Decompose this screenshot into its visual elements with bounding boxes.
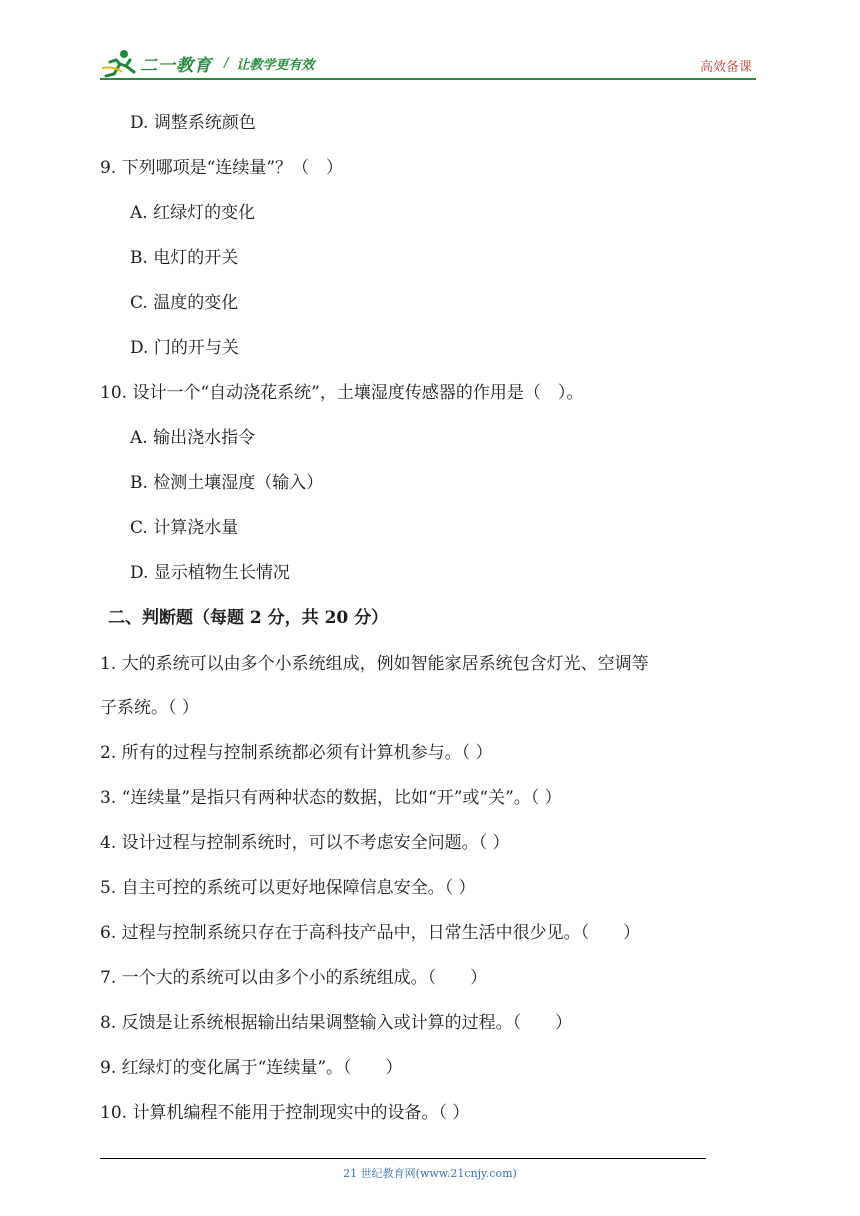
header-divider — [100, 78, 756, 80]
option-d-q9: D. 门的开与关 — [130, 338, 239, 358]
option-a-q9: A. 红绿灯的变化 — [130, 203, 256, 223]
brand-slogan: 让教学更有效 — [236, 57, 315, 73]
header-tag: 高效备课 — [699, 60, 752, 75]
option-c-q10: C. 计算浇水量 — [130, 518, 239, 538]
tf-question-6: 6. 过程与控制系统只存在于高科技产品中，日常生活中很少见。（ ） — [100, 923, 641, 943]
tf-question-1-cont: 子系统。（ ） — [100, 698, 199, 718]
footer-divider — [100, 1158, 706, 1159]
footer-text: 21 世纪教育网(www.21cnjy.com) — [343, 1167, 517, 1180]
question-9: 9. 下列哪项是“连续量”？（ ） — [100, 158, 344, 178]
runner-logo-icon — [100, 46, 140, 80]
tf-question-3: 3. “连续量”是指只有两种状态的数据，比如“开”或“关”。（ ） — [100, 788, 562, 808]
option-d-q10: D. 显示植物生长情况 — [130, 563, 290, 583]
tf-question-5: 5. 自主可控的系统可以更好地保障信息安全。（ ） — [100, 878, 476, 898]
tf-question-8: 8. 反馈是让系统根据输出结果调整输入或计算的过程。（ ） — [100, 1013, 573, 1033]
section-heading: 二、判断题（每题 2 分，共 20 分） — [108, 608, 389, 628]
option-a-q10: A. 输出浇水指令 — [130, 428, 256, 448]
option-d-q8: D. 调整系统颜色 — [130, 113, 256, 133]
brand-name: 二一教育 — [140, 55, 212, 76]
tf-question-2: 2. 所有的过程与控制系统都必须有计算机参与。（ ） — [100, 743, 493, 763]
tf-question-9: 9. 红绿灯的变化属于“连续量”。（ ） — [100, 1058, 403, 1078]
header-separator: / — [224, 55, 229, 71]
tf-question-7: 7. 一个大的系统可以由多个小的系统组成。（ ） — [100, 968, 488, 988]
tf-question-4: 4. 设计过程与控制系统时，可以不考虑安全问题。（ ） — [100, 833, 510, 853]
option-c-q9: C. 温度的变化 — [130, 293, 239, 313]
question-10: 10. 设计一个“自动浇花系统”，土壤湿度传感器的作用是（ ）。 — [100, 383, 584, 403]
tf-question-1: 1. 大的系统可以由多个小系统组成，例如智能家居系统包含灯光、空调等 — [100, 654, 649, 674]
brand-logo — [100, 46, 314, 80]
tf-question-10: 10. 计算机编程不能用于控制现实中的设备。（ ） — [100, 1103, 470, 1123]
page-header — [100, 46, 756, 80]
option-b-q9: B. 电灯的开关 — [130, 248, 239, 268]
option-b-q10: B. 检测土壤湿度（输入） — [130, 473, 324, 493]
